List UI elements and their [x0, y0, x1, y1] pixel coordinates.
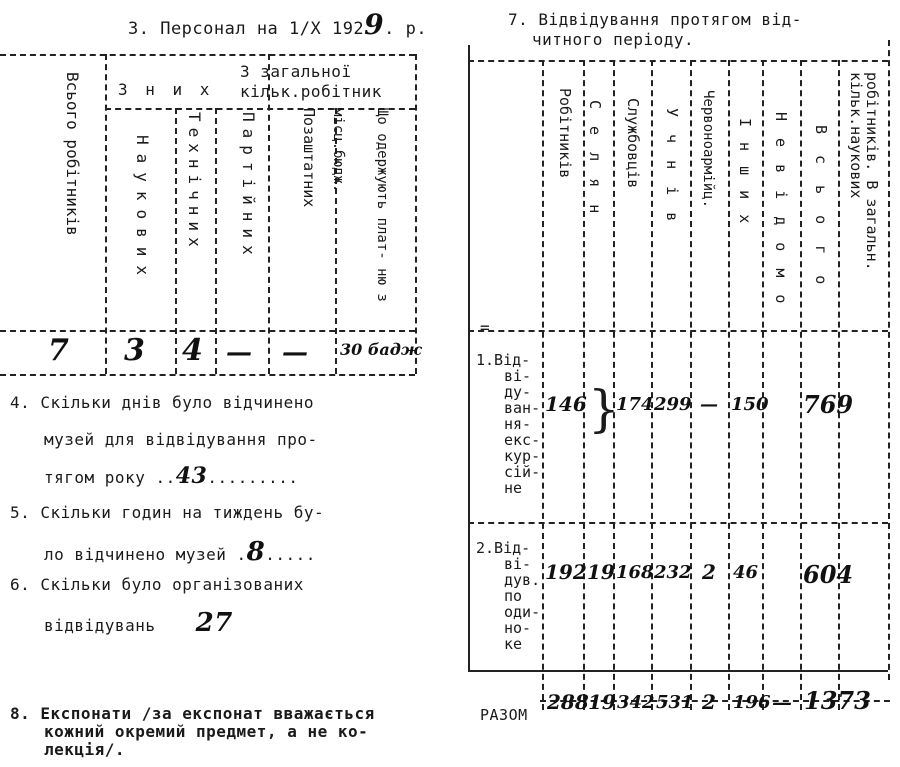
row2-label-6: ке — [504, 635, 523, 653]
section-7-title-1: 7. Відвідування протягом від- — [508, 10, 802, 29]
col-divider-2 — [175, 108, 177, 374]
row1-label-3: ван- — [504, 399, 541, 417]
row1-employees: 174 — [616, 394, 654, 415]
row1-label-7: сій- — [504, 463, 541, 481]
row1-total: 769 — [803, 390, 854, 419]
q6-line2-text: відвідувань — [44, 616, 156, 635]
q5-line2-text: ло відчинено музей . — [44, 545, 247, 564]
section-3-title-suffix: . р. — [384, 19, 428, 39]
q6-line1: 6. Скільки було організованих — [10, 575, 304, 594]
header-employees: Службовців — [624, 98, 642, 189]
value-total: 7 — [48, 333, 69, 368]
header-general-1: З загальної — [240, 62, 352, 81]
value-scientific: 3 — [124, 333, 145, 368]
q4-line3 — [44, 463, 299, 489]
value-party: — — [226, 338, 252, 368]
total-red-army: 2 — [702, 690, 716, 714]
right-col-div-1 — [542, 60, 544, 710]
q5-line1: 5. Скільки годин на тиждень бу- — [10, 503, 325, 522]
q6-line2 — [44, 608, 233, 638]
row2-label-0: 2.Від- — [476, 539, 531, 557]
right-header-bottom-line — [468, 330, 888, 332]
right-table-bottom-line — [468, 670, 888, 672]
q5-dots: ..... — [265, 545, 316, 564]
row2-red-army: 2 — [702, 560, 716, 584]
row1-red-army: — — [700, 394, 718, 415]
total-workers: 288 — [547, 690, 589, 714]
value-nonstaff: — — [282, 338, 308, 368]
row1-students: 299 — [654, 394, 692, 415]
right-row-divider — [468, 522, 888, 524]
header-workers: Робітників — [556, 88, 574, 179]
header-unknown: Н е в і д о м о — [772, 112, 790, 308]
row1-workers: 146 — [545, 392, 587, 416]
row2-label-1: ві- — [504, 555, 532, 573]
row2-employees: 168 — [616, 562, 654, 583]
section-3-title-text: 3. Персонал на 1/X 192 — [128, 19, 365, 39]
row1-label-1: ві- — [504, 367, 532, 385]
header-technical: Технічних — [185, 112, 204, 253]
row1-label-6: кур- — [504, 447, 541, 465]
section-3-title — [128, 8, 427, 41]
row1-label-5: екс- — [504, 431, 541, 449]
row1-label-0: 1.Від- — [476, 351, 531, 369]
total-label: РАЗОМ — [480, 706, 528, 724]
total-unknown: — — [772, 690, 792, 714]
right-col-div-10 — [888, 40, 890, 680]
value-local-budget: 30 бадж — [340, 340, 422, 359]
q8-line1: 8. Експонати /за експонат вважається — [10, 704, 375, 723]
row1-label — [476, 352, 540, 496]
q6-answer: 27 — [195, 608, 233, 638]
right-col-div-2 — [583, 60, 585, 710]
row1-label-8: не — [504, 479, 523, 497]
right-col-div-7 — [762, 60, 764, 710]
row2-label-5: но- — [504, 619, 532, 637]
col-divider-6 — [415, 54, 417, 374]
handwritten-year-digit: 9 — [364, 8, 385, 41]
table-bottom-line — [0, 374, 415, 376]
q8-line2: кожний окремий предмет, а не ко- — [44, 722, 369, 741]
row1-label-4: ня- — [504, 415, 532, 433]
total-employees: 342 — [617, 692, 655, 713]
header-total: В с ь о г о — [812, 125, 830, 291]
header-scientific-workers: робітників. В загальн. кільк.наукових — [847, 72, 881, 271]
row1-others: 150 — [731, 394, 769, 415]
col-divider-3 — [215, 108, 217, 374]
header-party: Партійних — [239, 112, 258, 262]
q4-line2: музей для відвідування про- — [44, 430, 318, 449]
total-others: 196 — [733, 692, 771, 713]
header-red-army: Червоноармійц. — [700, 90, 716, 209]
col-divider-1 — [105, 54, 107, 374]
right-col-div-5 — [690, 60, 692, 710]
q4-dots: ......... — [207, 468, 299, 487]
value-technical: 4 — [182, 333, 203, 368]
header-of-them: З н и х — [118, 80, 214, 99]
table-top-line — [0, 54, 415, 56]
right-col-div-8 — [800, 60, 802, 710]
section-7-title-2: читного періоду. — [532, 30, 695, 49]
row2-students: 232 — [654, 562, 692, 583]
total-students: 531 — [656, 692, 694, 713]
header-local-budget: Що одержують плат- ню з місц.бюдж. — [330, 108, 390, 302]
right-table-top-line — [468, 60, 888, 62]
equals-sign: = — [480, 318, 491, 337]
row1-label-2: ду- — [504, 383, 532, 401]
header-total-workers: Всього робітників — [63, 72, 82, 236]
row2-label-3: по — [504, 587, 523, 605]
header-students: У ч н і в — [663, 108, 681, 226]
row2-label-2: дув. — [504, 571, 541, 589]
q4-line3-text: тягом року .. — [44, 468, 176, 487]
row2-total: 604 — [803, 560, 854, 589]
row1-peasants-brace: } — [588, 380, 620, 438]
q4-answer: 43 — [175, 463, 208, 489]
right-table-left-border — [468, 45, 470, 670]
total-peasants: 19 — [588, 690, 616, 714]
row2-workers: 192 — [545, 560, 587, 584]
total-total: 1373 — [804, 686, 871, 715]
q5-answer: 8 — [246, 537, 266, 567]
row2-label-4: оди- — [504, 603, 541, 621]
row2-others: 46 — [733, 562, 759, 583]
header-peasants: С е л я н — [586, 100, 604, 218]
right-col-div-6 — [728, 60, 730, 710]
row2-peasants: 19 — [587, 560, 615, 584]
header-general-2: кільк.робітник — [240, 82, 382, 101]
row2-label — [476, 540, 540, 652]
col-divider-4 — [268, 54, 270, 374]
right-col-div-9 — [838, 60, 840, 710]
table-header-bottom-line — [0, 330, 415, 332]
q8-line3: лекція/. — [44, 740, 126, 759]
header-others: І н ш и х — [736, 118, 754, 227]
header-scientific: Наукових — [133, 135, 152, 285]
q5-line2 — [44, 537, 316, 567]
right-col-div-4 — [651, 60, 653, 710]
header-nonstaff: Позаштатних — [300, 108, 318, 208]
q4-line1: 4. Скільки днів було відчинено — [10, 393, 314, 412]
